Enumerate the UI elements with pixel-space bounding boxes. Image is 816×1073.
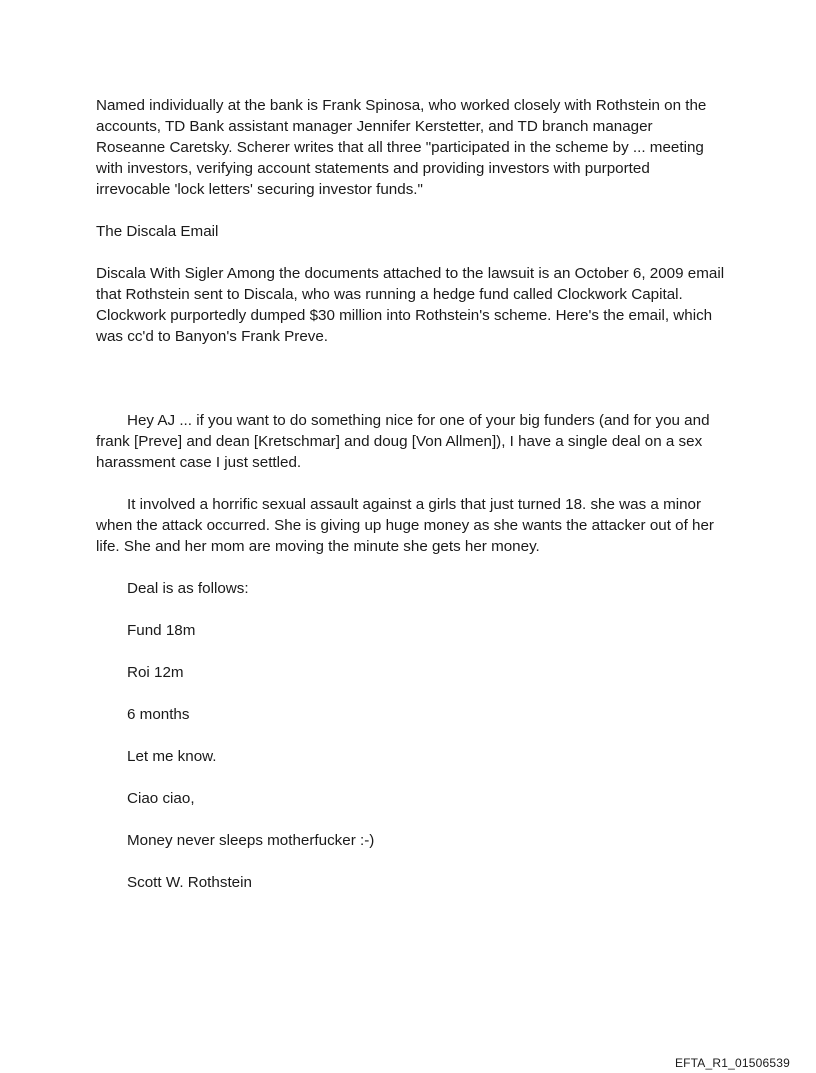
document-body — [96, 95, 726, 914]
email-line: Money never sleeps motherfucker :-) — [127, 832, 375, 849]
email-line: Ciao ciao, — [127, 790, 195, 807]
spacer — [96, 368, 726, 410]
email-signature: Scott W. Rothstein — [127, 874, 252, 891]
email-paragraph: Hey AJ ... if you want to do something nice for one of your big funders (and for you and frank [Preve] and dean [Kretschmar] and doug [Von Allmen]), I have a single deal on a sex harassment case I just settled. — [96, 412, 710, 471]
email-line: Deal is as follows: — [127, 580, 249, 597]
document-id-footer: EFTA_R1_01506539 — [674, 1056, 790, 1070]
email-quote — [96, 410, 726, 893]
email-line: Fund 18m — [127, 622, 196, 639]
email-line: 6 months — [127, 706, 190, 723]
paragraph-bank-employees: Named individually at the bank is Frank Spinosa, who worked closely with Rothstein on the accounts, TD Bank assistant manager Jennifer Kerstetter, and TD branch manager Roseanne Caretsky. Scherer writes that all three "participated in the scheme by ... meeting with investors, verifying account statements and providing investors with purported irrevocable 'lock letters' securing investor funds." — [96, 97, 707, 198]
email-paragraph: It involved a horrific sexual assault against a girls that just turned 18. she was a minor when the attack occurred. She is giving up huge money as she wants the attacker out of her life. She and her mom are moving the minute she gets her money. — [96, 496, 714, 555]
section-heading: The Discala Email — [96, 223, 219, 240]
email-line: Roi 12m — [127, 664, 184, 681]
email-line: Let me know. — [127, 748, 217, 765]
paragraph-discala-intro: Discala With Sigler Among the documents attached to the lawsuit is an October 6, 2009 email that Rothstein sent to Discala, who was running a hedge fund called Clockwork Capital. Clockwork purportedly dumped $30 million into Rothstein's scheme. Here's the email, which was cc'd to Banyon's Frank Preve. — [96, 265, 725, 345]
